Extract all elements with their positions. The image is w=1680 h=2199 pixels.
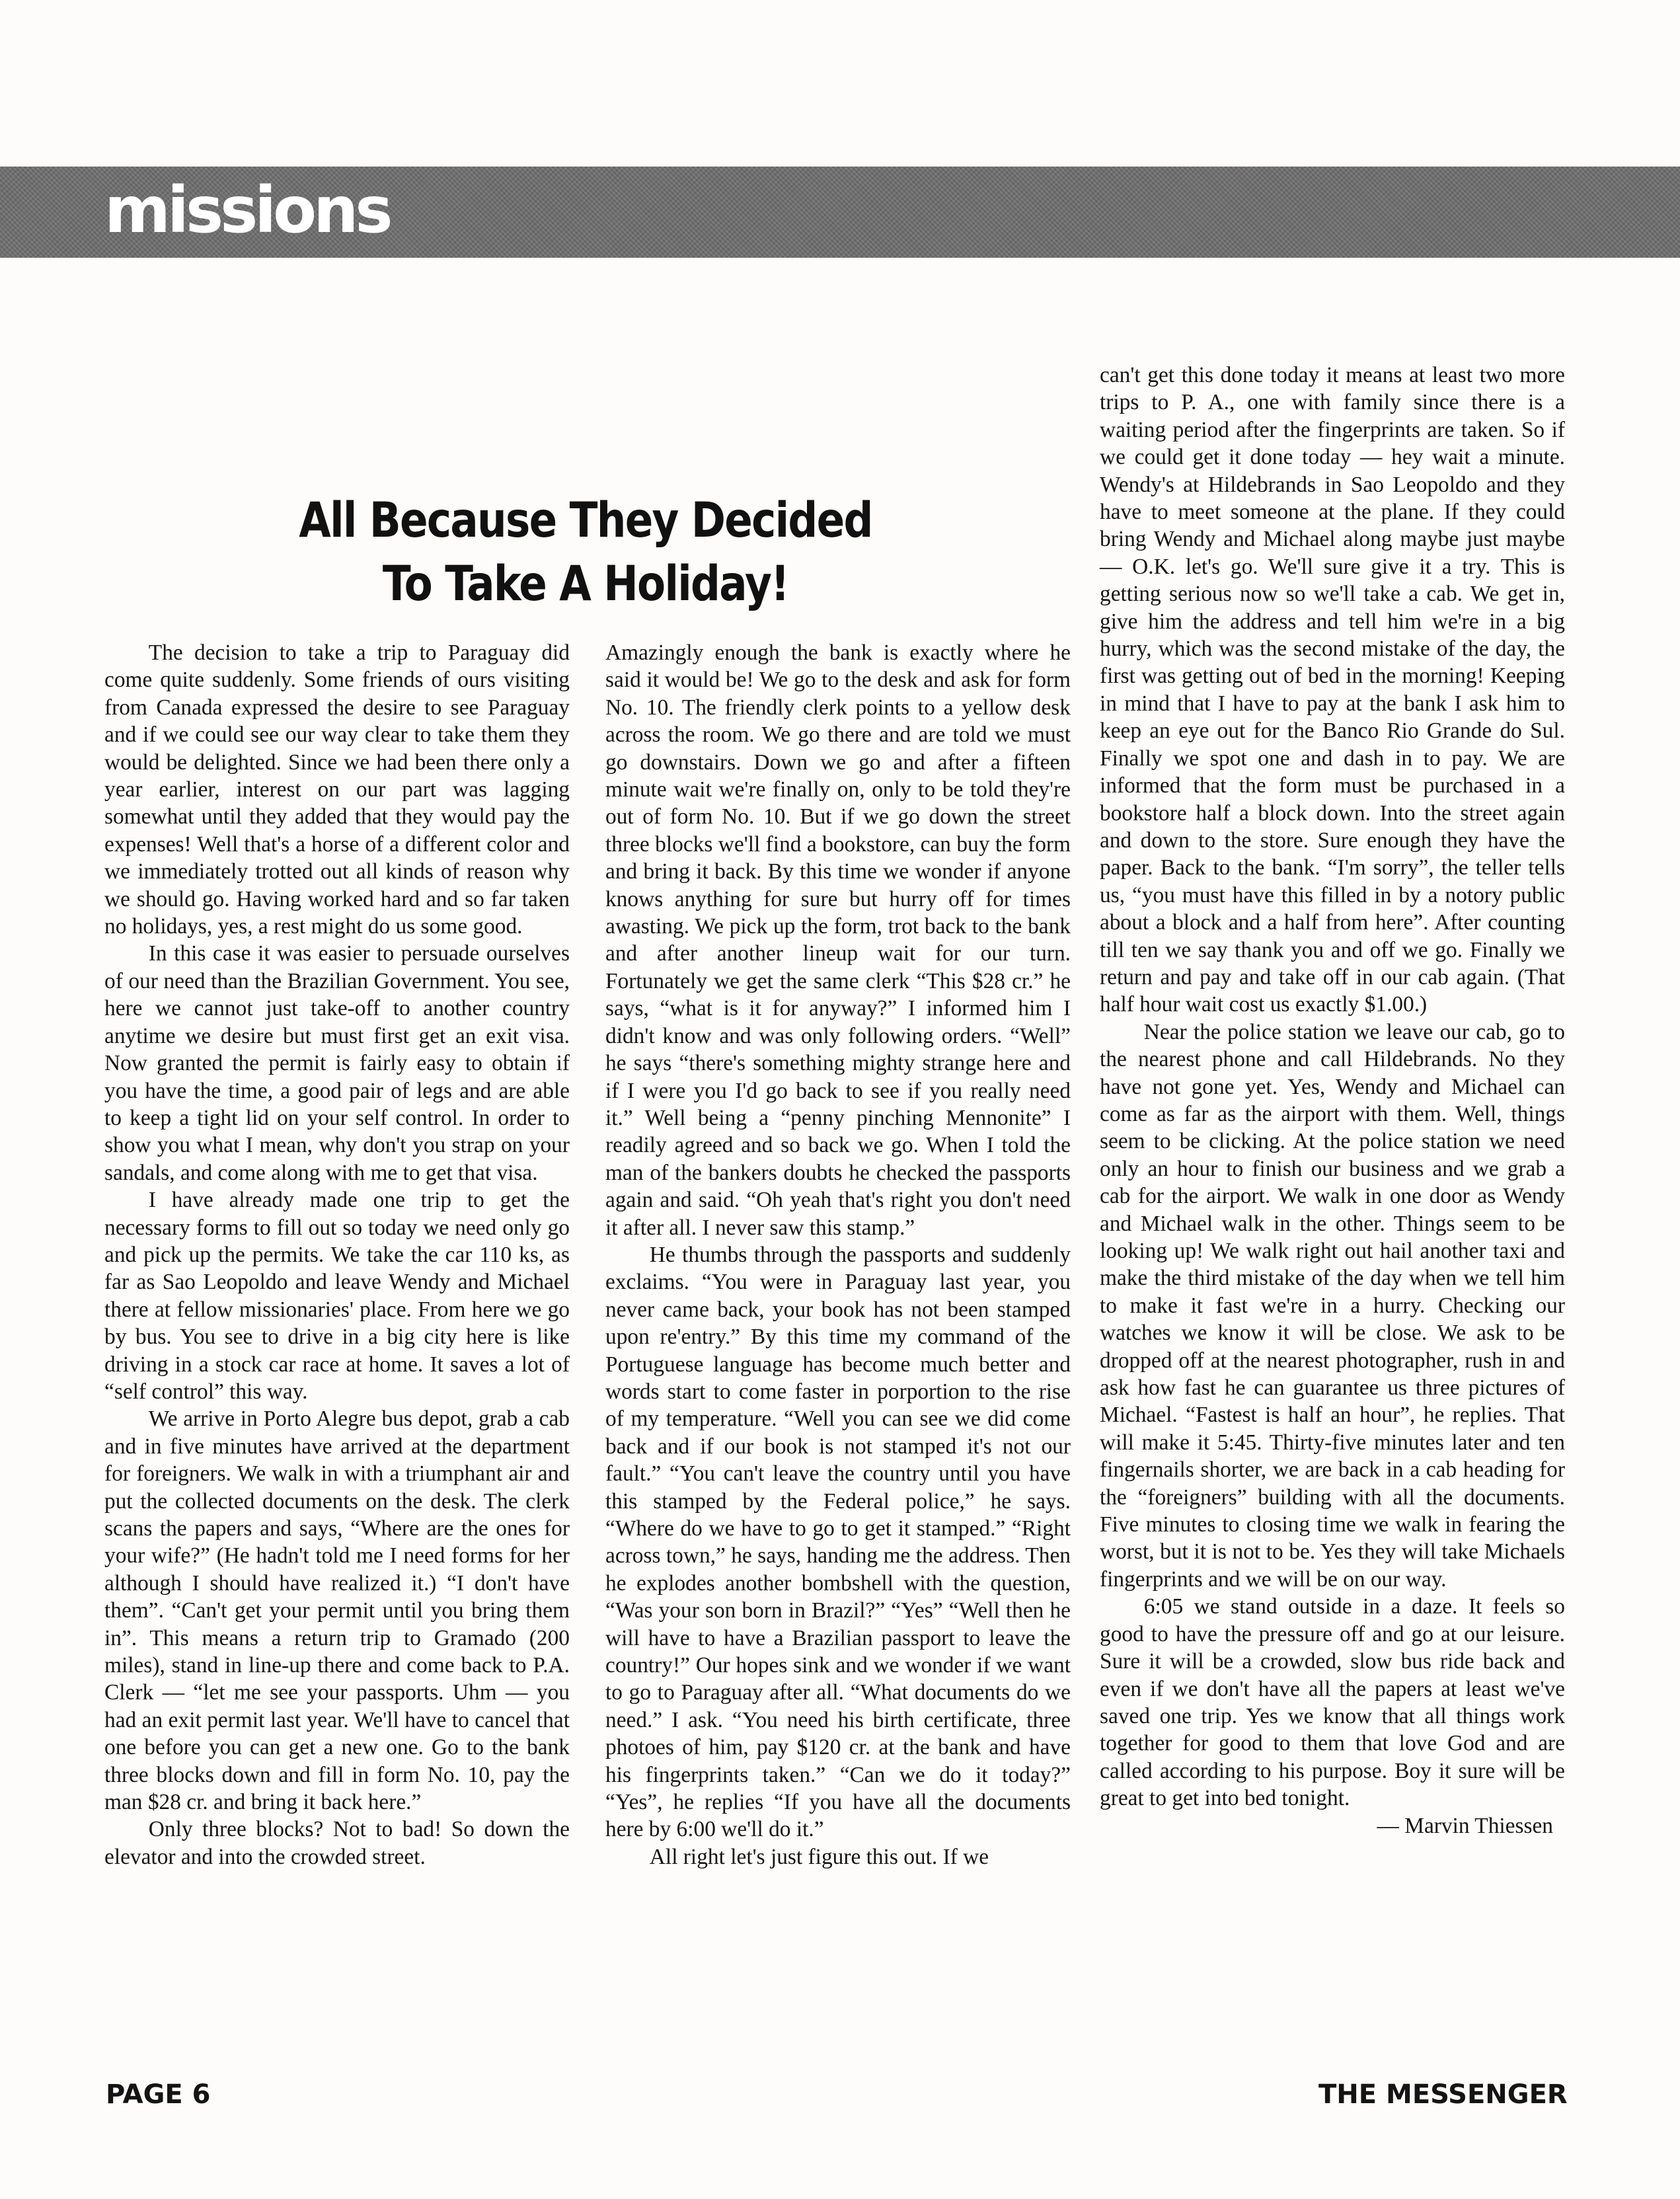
article-paragraph: We arrive in Porto Alegre bus depot, grab a cab and in five minutes have arrived at the department for foreigners. We walk in with a triumphant air and put the collected documents on the desk. The clerk scans the papers and says, “Where are the ones for your wife?” (He hadn't told me I need forms for her although I should have realized it.) “I don't have them”. “Can't get your permit until you bring them in”. This means a return trip to Gramado (200 miles), stand in line-up there and come back to P.A. Clerk — “let me see your passports. Uhm — you had an exit permit last year. We'll have to cancel that one before you can get a new one. Go to the bank three blocks down and fill in form No. 10, pay the man $28 cr. and bring it back here.” bbox=[104, 1407, 570, 1815]
article-headline bbox=[290, 489, 881, 616]
article-paragraph: 6:05 we stand outside in a daze. It feels so good to have the pressure off and go at our leisure. Sure it will be a crowded, slow bus ride back and even if we don't have all the papers at least we've saved one trip. Yes we know that all things work together for good to them that love God and are called according to his purpose. Boy it sure will be great to get into bed tonight. bbox=[1100, 1594, 1565, 1811]
article-paragraph: The decision to take a trip to Paraguay did come quite suddenly. Some friends of ours visiting from Canada expressed the desire to see Paraguay and if we could see our way clear to take them they would be delighted. Since we had been there only a year earlier, interest on our part was lagging somewhat until they added that they would pay the expenses! Well that's a horse of a different color and we immediately trotted out all kinds of reason why we should go. Having worked hard and so far taken no holidays, yes, a rest might do us some good. bbox=[104, 640, 570, 939]
article-paragraph: He thumbs through the passports and suddenly exclaims. “You were in Paraguay last year, you never came back, your book has not been stamped upon re'entry.” By this time my command of the Portuguese language has become much better and words start to come faster in porportion to the rise of my temperature. “Well you can see we did come back and if our book is not stamped it's not our fault.” “You can't leave the country until you have this stamped by the Federal police,” he says. “Where do we have to go to get it stamped.” “Right across town,” he says, handing me the address. Then he explodes another bombshell with the question, “Was your son born in Brazil?” “Yes” “Well then he will have to have a Brazilian passport to leave the country!” Our hopes sink and we wonder if we want to go to Paraguay after all. “What documents do we need.” I ask. “You need his birth certificate, three photoes of him, pay $120 cr. at the bank and have his fingerprints taken.” “Can we do it today?” “Yes”, he replies “If you have all the documents here by 6:00 we'll do it.” bbox=[605, 1242, 1071, 1842]
publication-name: THE MESSENGER bbox=[1318, 2079, 1568, 2110]
article-paragraph: Near the police station we leave our cab, go to the nearest phone and call Hildebrands. No they have not gone yet. Yes, Wendy and Michael can come as far as the airport with them. Well, things seem to be clicking. At the police station we need only an hour to finish our business and we grab a cab for the airport. We walk in one door as Wendy and Michael walk in the other. Things seem to be looking up! We walk right out hail another taxi and make the third mistake of the day when we tell him to make it fast we're in a hurry. Checking our watches we know it will be close. We ask to be dropped off at the nearest photographer, rush in and ask how fast he can guarantee us three pictures of Michael. “Fastest is half an hour”, he replies. That will make it 5:45. Thirty-five minutes later and ten fingernails shorter, we are back in a cab heading for the “foreigners” building with all the documents. Five minutes to closing time we walk in fearing the worst, but it is not to be. Yes they will take Michaels fingerprints and we will be on our way. bbox=[1100, 1019, 1565, 1592]
page-number: PAGE 6 bbox=[106, 2079, 211, 2110]
article-column-3 bbox=[1100, 362, 1565, 1839]
headline-line-1: All Because They Decided bbox=[299, 492, 872, 549]
section-title: missions bbox=[104, 173, 390, 247]
article-paragraph: All right let's just figure this out. If we bbox=[649, 1844, 989, 1869]
article-paragraph: can't get this done today it means at least two more trips to P. A., one with family since there is a waiting period after the fingerprints are taken. So if we could get it done today — hey wait a minute. Wendy's at Hildebrands in Sao Leopoldo and they have to meet someone at the plane. If they could bring Wendy and Michael along maybe just maybe — O.K. let's go. We'll sure give it a try. This is getting serious now so we'll take a cab. We get in, give him the address and tell him we're in a big hurry, which was the second mistake of the day, the first was getting out of bed in the morning! Keeping in mind that I have to pay at the bank I ask him to keep an eye out for the Banco Rio Grande do Sul. Finally we spot one and dash in to pay. We are informed that the form must be purchased in a bookstore half a block down. Into the street again and down to the store. Sure enough they have the paper. Back to the bank. “I'm sorry”, the teller tells us, “you must have this filled in by a notory public about a block and a half from here”. After counting till ten we say thank you and off we go. Finally we return and pay and take off in our cab again. (That half hour wait cost us exactly $1.00.) bbox=[1100, 363, 1565, 1017]
article-column-2 bbox=[605, 639, 1071, 1871]
article-paragraph: Amazingly enough the bank is exactly where he said it would be! We go to the desk and ask for form No. 10. The friendly clerk points to a yellow desk across the room. We go there and are told we must go downstairs. Down we go and after a fifteen minute wait we're finally on, only to be told they're out of form No. 10. But if we go down the street three blocks we'll find a bookstore, can buy the form and bring it back. By this time we wonder if anyone knows anything for sure but hurry off for times awasting. We pick up the form, trot back to the bank and after another lineup wait for our turn. Fortunately we get the same clerk “This $28 cr.” he says, “what is it for anyway?” I informed him I didn't know and was only following orders. “Well” he says “there's something mighty strange here and if I were you I'd go back to see if you really need it.” Well being a “penny pinching Mennonite” I readily agreed and so back we go. When I told the man of the bankers doubts he checked the passports again and said. “Oh yeah that's right you don't need it after all. I never saw this stamp.” bbox=[605, 640, 1071, 1240]
article-paragraph: I have already made one trip to get the necessary forms to fill out so today we need only go and pick up the permits. We take the car 110 ks, as far as Sao Leopoldo and leave Wendy and Michael there at fellow missionaries' place. From here we go by bus. You see to drive in a big city here is like driving in a stock car race at home. It saves a lot of “self control” this way. bbox=[104, 1188, 570, 1404]
article-column-1 bbox=[104, 639, 570, 1871]
article-paragraph: In this case it was easier to persuade ourselves of our need than the Brazilian Government. You see, here we cannot just take-off to another country anytime we desire but must first get an exit visa. Now granted the permit is fairly easy to obtain if you have the time, a good pair of legs and are able to keep a tight lid on your self control. In order to show you what I mean, why don't you strap on your sandals, and come along with me to get that visa. bbox=[104, 941, 570, 1185]
article-paragraph: Only three blocks? Not to bad! So down the elevator and into the crowded street. bbox=[104, 1817, 570, 1869]
headline-line-2: To Take A Holiday! bbox=[382, 556, 789, 612]
author-byline: — Marvin Thiessen bbox=[1377, 1813, 1553, 1838]
